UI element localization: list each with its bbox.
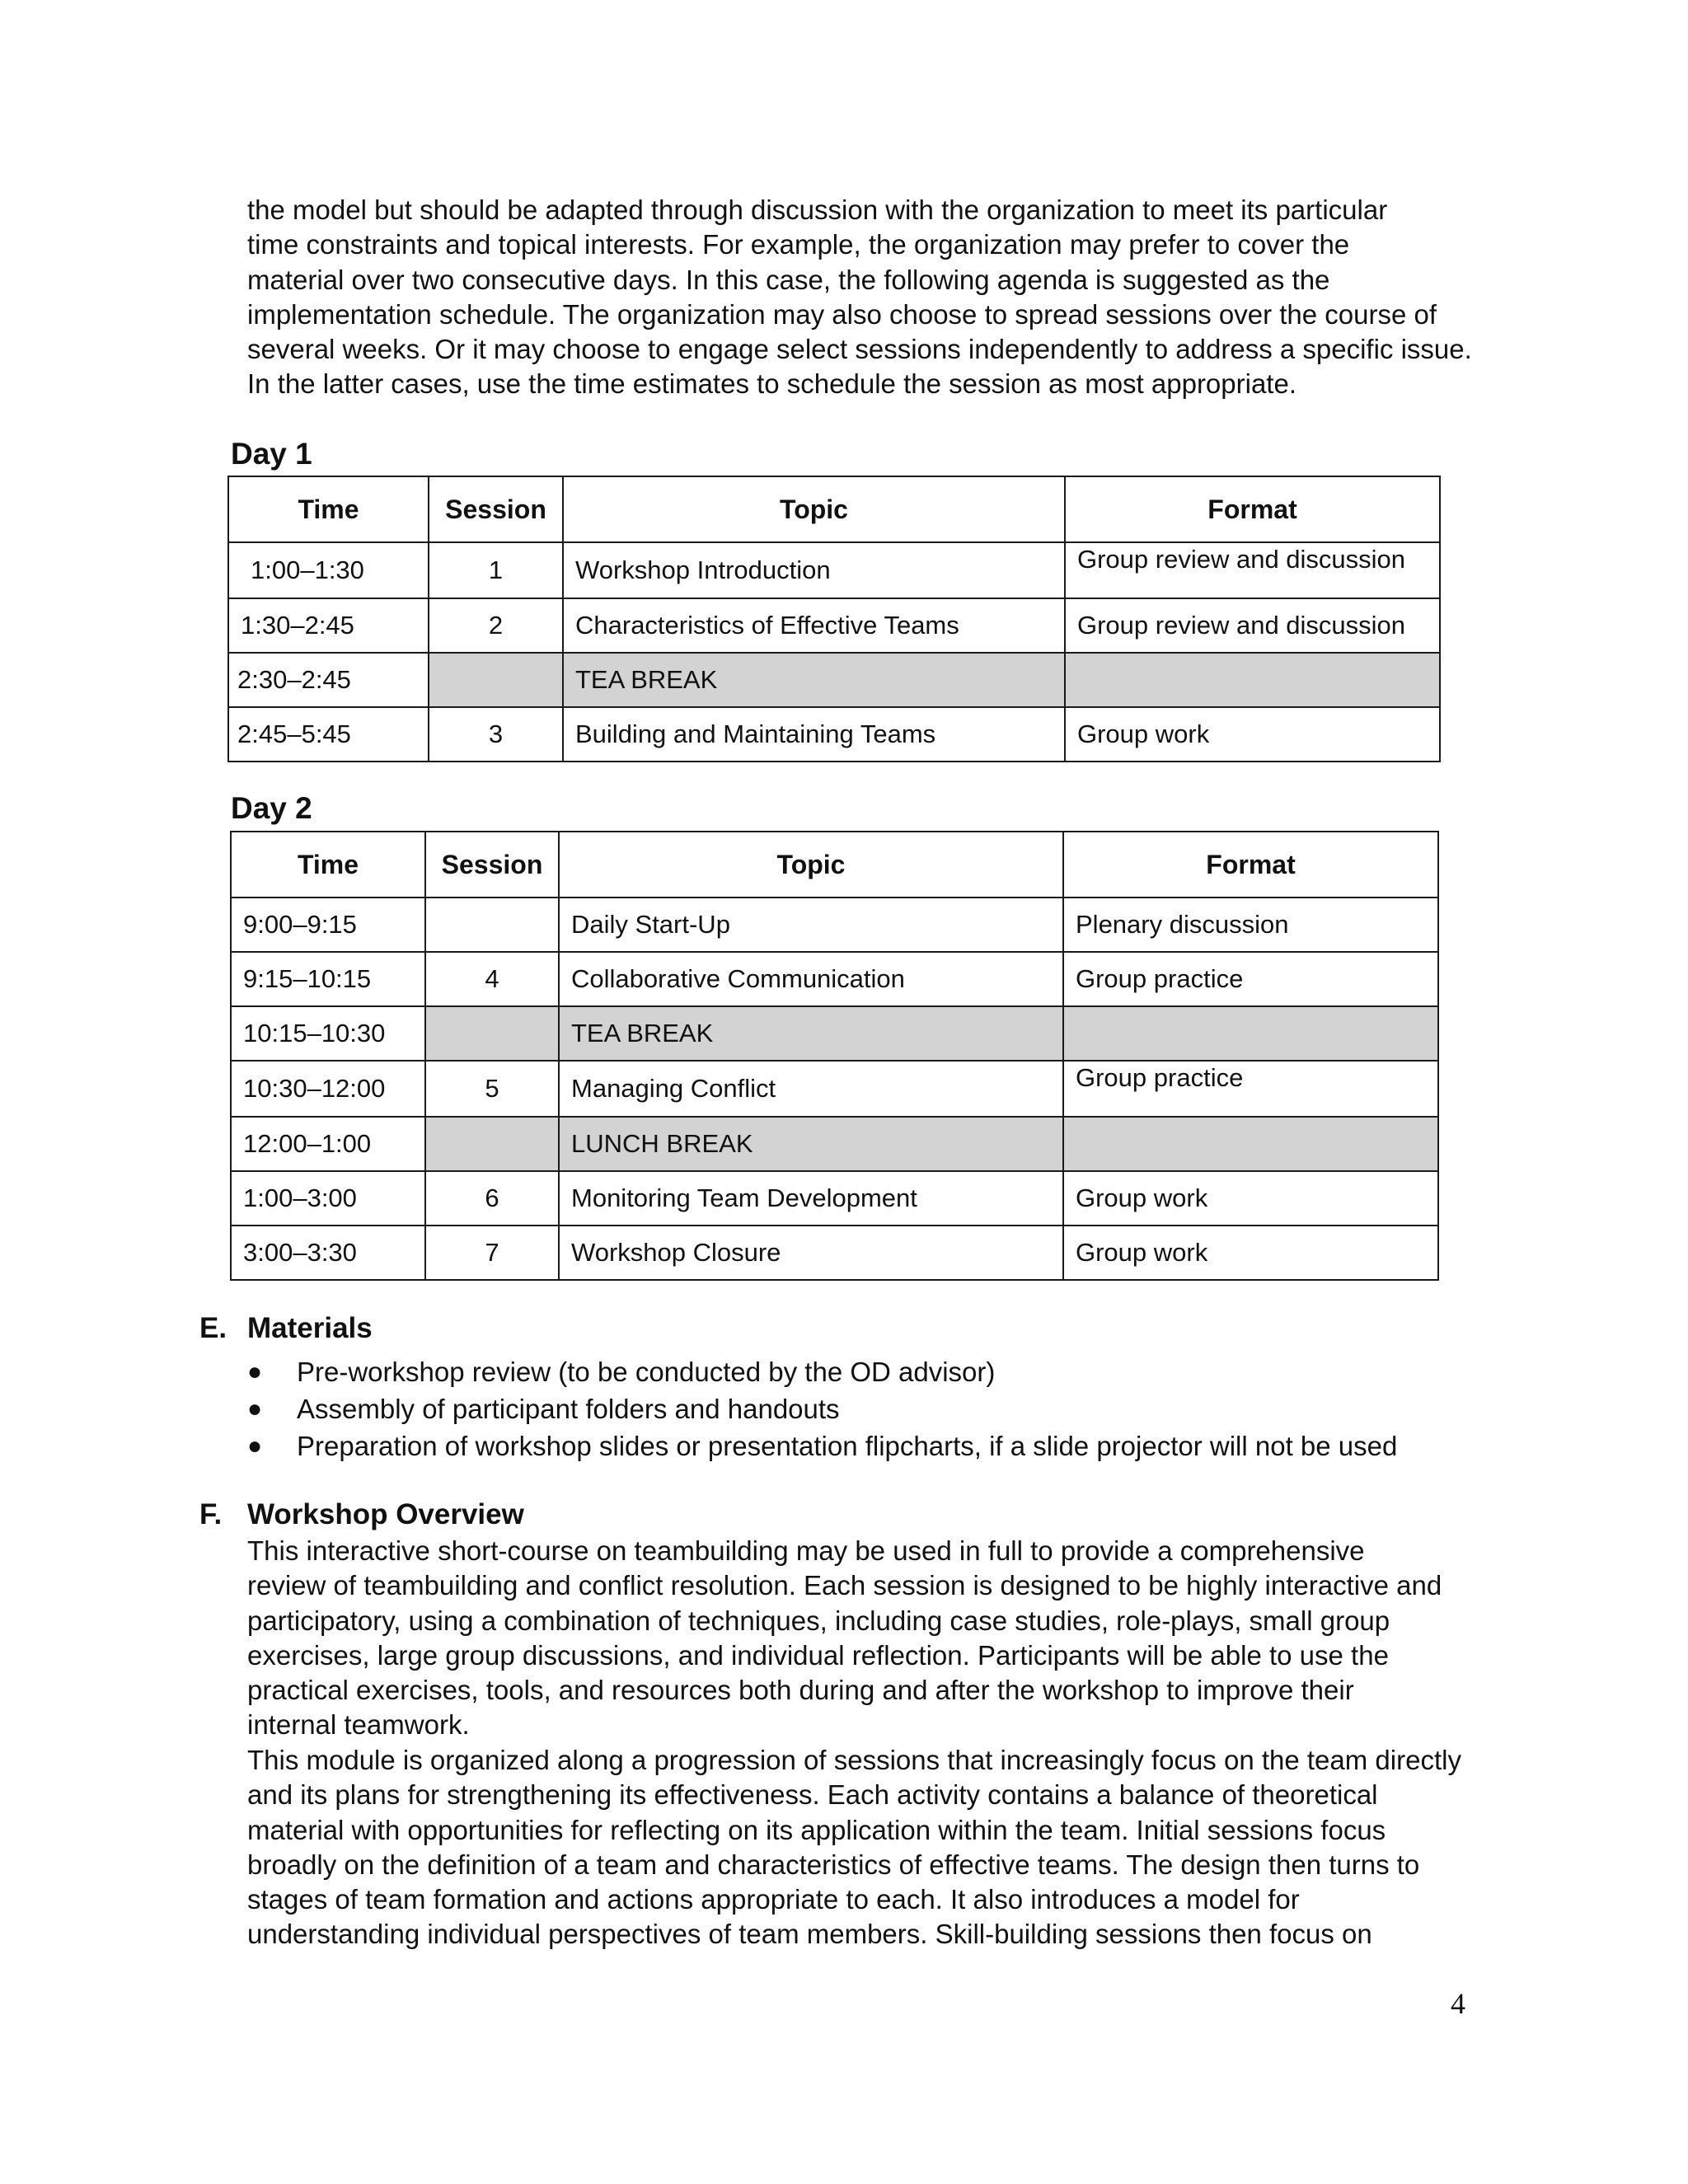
section-letter: F. [199, 1498, 223, 1530]
header-time: Time [231, 832, 425, 898]
overview-line: This module is organized along a progression of sessions that increasingly focus on the team directly [247, 1745, 1461, 1775]
overview-line: understanding individual perspectives of team members. Skill-building sessions then focus on [247, 1919, 1372, 1950]
materials-heading [199, 1312, 373, 1345]
overview-line: This interactive short-course on teambuilding may be used in full to provide a comprehensive [247, 1535, 1365, 1566]
cell-topic: TEA BREAK [559, 1006, 1063, 1061]
header-session: Session [429, 476, 563, 542]
overview-line: participatory, using a combination of techniques, including case studies, role-plays, small group [247, 1605, 1390, 1636]
section-title: Workshop Overview [247, 1498, 524, 1530]
cell-session [425, 898, 559, 952]
cell-topic: Managing Conflict [559, 1061, 1063, 1117]
overview-line: material with opportunities for reflecting on its application within the team. Initial sessions focus [247, 1814, 1386, 1845]
list-item-text: Assembly of participant folders and handouts [297, 1394, 840, 1424]
overview-line: broadly on the definition of a team and characteristics of effective teams. The design then turns to [247, 1849, 1420, 1880]
cell-time: 1:00–3:00 [231, 1171, 425, 1226]
table-row [231, 1226, 1438, 1280]
header-time: Time [228, 476, 429, 542]
intro-paragraph [247, 193, 1500, 402]
table-row [231, 1061, 1438, 1117]
table-row [231, 898, 1438, 952]
cell-session [429, 653, 563, 707]
cell-topic: Workshop Closure [559, 1226, 1063, 1280]
cell-topic: Characteristics of Effective Teams [563, 598, 1065, 653]
overview-heading [199, 1498, 524, 1531]
intro-line: several weeks. Or it may choose to engage select sessions independently to address a specific issue. [247, 334, 1472, 365]
cell-session: 4 [425, 952, 559, 1006]
header-session: Session [425, 832, 559, 898]
cell-topic: Workshop Introduction [563, 542, 1065, 598]
overview-line: and its plans for strengthening its effectiveness. Each activity contains a balance of theoretical [247, 1779, 1378, 1811]
intro-line: In the latter cases, use the time estimates to schedule the session as most appropriate. [247, 368, 1296, 400]
day1-heading: Day 1 [231, 437, 312, 471]
table-row-break [228, 653, 1440, 707]
table-header-row [231, 832, 1438, 898]
cell-time: 3:00–3:30 [231, 1226, 425, 1280]
cell-session: 2 [429, 598, 563, 653]
cell-time: 9:15–10:15 [231, 952, 425, 1006]
table-header-row [228, 476, 1440, 542]
overview-paragraph-2 [247, 1743, 1566, 1952]
cell-session [425, 1006, 559, 1061]
bullet-icon: ● [247, 1358, 263, 1385]
cell-time: 2:45–5:45 [228, 707, 429, 762]
cell-format: Group work [1063, 1226, 1438, 1280]
intro-line: time constraints and topical interests. For example, the organization may prefer to cover the [247, 229, 1350, 260]
list-item-text: Preparation of workshop slides or presentation flipcharts, if a slide projector will not be used [297, 1431, 1398, 1461]
table-row [228, 707, 1440, 762]
overview-line: internal teamwork. [247, 1709, 470, 1741]
cell-time: 10:30–12:00 [231, 1061, 425, 1117]
header-topic: Topic [559, 832, 1063, 898]
intro-line: implementation schedule. The organization may also choose to spread sessions over the course of [247, 298, 1437, 330]
overview-line: practical exercises, tools, and resources both during and after the workshop to improve their [247, 1675, 1354, 1706]
overview-line: stages of team formation and actions appropriate to each. It also introduces a model for [247, 1884, 1300, 1915]
overview-line: exercises, large group discussions, and individual reflection. Participants will be able to use the [247, 1639, 1389, 1671]
cell-session [425, 1117, 559, 1171]
intro-line: material over two consecutive days. In this case, the following agenda is suggested as the [247, 264, 1330, 295]
day1-agenda-table [227, 476, 1441, 762]
cell-topic: TEA BREAK [563, 653, 1065, 707]
section-letter: E. [199, 1312, 227, 1344]
cell-format: Group practice [1063, 1061, 1438, 1117]
cell-format [1063, 1006, 1438, 1061]
cell-topic: Daily Start-Up [559, 898, 1063, 952]
list-item-text: Pre-workshop review (to be conducted by the OD advisor) [297, 1357, 996, 1387]
header-format: Format [1065, 476, 1440, 542]
overview-paragraph-1 [247, 1534, 1566, 1743]
cell-topic: Collaborative Communication [559, 952, 1063, 1006]
cell-time: 1:30–2:45 [228, 598, 429, 653]
cell-format: Group work [1063, 1171, 1438, 1226]
cell-format: Group review and discussion [1065, 598, 1440, 653]
bullet-icon: ● [247, 1432, 263, 1460]
cell-time: 1:00–1:30 [228, 542, 429, 598]
overview-line: review of teambuilding and conflict resolution. Each session is designed to be highly interactive and [247, 1570, 1442, 1601]
cell-format [1063, 1117, 1438, 1171]
cell-time: 2:30–2:45 [228, 653, 429, 707]
materials-list [247, 1353, 1533, 1465]
cell-topic: Monitoring Team Development [559, 1171, 1063, 1226]
day2-agenda-table [230, 831, 1439, 1281]
cell-format: Group work [1065, 707, 1440, 762]
table-row [228, 542, 1440, 598]
cell-session: 3 [429, 707, 563, 762]
cell-format: Group practice [1063, 952, 1438, 1006]
cell-format [1065, 653, 1440, 707]
cell-session: 6 [425, 1171, 559, 1226]
cell-format: Group review and discussion [1065, 542, 1440, 598]
intro-line: the model but should be adapted through discussion with the organization to meet its particular [247, 194, 1388, 225]
day2-heading: Day 2 [231, 791, 312, 825]
table-row [228, 598, 1440, 653]
cell-format: Plenary discussion [1063, 898, 1438, 952]
cell-session: 7 [425, 1226, 559, 1280]
page-number: 4 [1451, 1987, 1465, 2020]
cell-time: 12:00–1:00 [231, 1117, 425, 1171]
table-row-break [231, 1006, 1438, 1061]
list-item [247, 1353, 1533, 1390]
list-item [247, 1427, 1533, 1465]
cell-topic: LUNCH BREAK [559, 1117, 1063, 1171]
header-topic: Topic [563, 476, 1065, 542]
table-row-break [231, 1117, 1438, 1171]
cell-time: 10:15–10:30 [231, 1006, 425, 1061]
list-item [247, 1390, 1533, 1427]
header-format: Format [1063, 832, 1438, 898]
cell-session: 1 [429, 542, 563, 598]
section-title: Materials [247, 1312, 373, 1344]
table-row [231, 952, 1438, 1006]
cell-time: 9:00–9:15 [231, 898, 425, 952]
cell-topic: Building and Maintaining Teams [563, 707, 1065, 762]
bullet-icon: ● [247, 1395, 263, 1422]
table-row [231, 1171, 1438, 1226]
cell-session: 5 [425, 1061, 559, 1117]
